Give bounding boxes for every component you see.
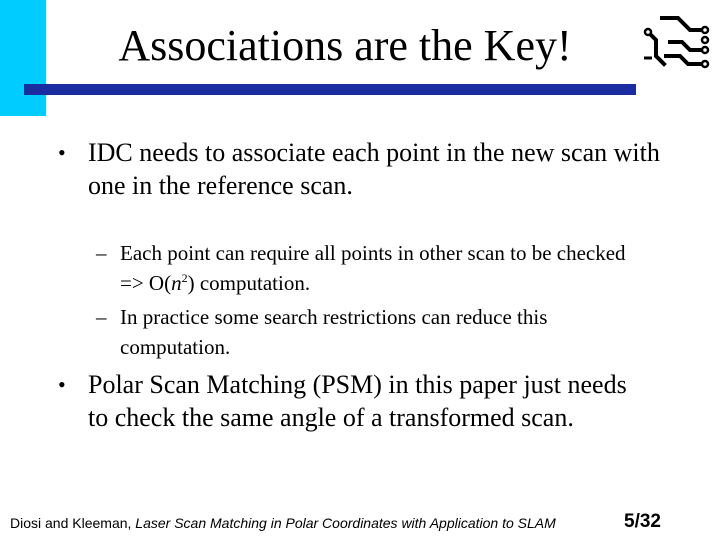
bullet-2 xyxy=(58,368,638,434)
sub-bullet-1-text-start: Each point can require all points in other scan to be checked => O( xyxy=(120,241,626,295)
bullet-1 xyxy=(58,136,668,202)
title-rule xyxy=(24,84,636,95)
bullet-1-text: IDC needs to associate each point in the new scan with one in the reference scan. xyxy=(88,138,660,200)
bullet-2-text: Polar Scan Matching (PSM) in this paper just needs to check the same angle of a transformed scan. xyxy=(88,370,627,432)
complexity-variable: n xyxy=(171,271,182,295)
sub-bullet-2-text: In practice some search restrictions can reduce this computation. xyxy=(120,305,548,359)
bullet-marker: • xyxy=(58,140,66,165)
slide-title: Associations are the Key! xyxy=(118,21,572,70)
footer-citation xyxy=(10,513,556,533)
sub-bullet-marker: – xyxy=(96,241,107,265)
footer-paper-title: Laser Scan Matching in Polar Coordinates with Application to SLAM xyxy=(135,515,556,531)
sub-bullet-1 xyxy=(96,238,640,298)
sub-bullet-2 xyxy=(96,302,640,362)
page-number: 5/32 xyxy=(624,511,661,532)
complexity-exponent: 2 xyxy=(181,271,188,285)
circuit-robot-logo-icon xyxy=(642,12,712,70)
footer-authors: Diosi and Kleeman, xyxy=(10,515,136,531)
sub-bullet-1-text-end: ) computation. xyxy=(187,271,311,295)
sub-bullet-marker: – xyxy=(96,305,107,329)
bullet-marker: • xyxy=(58,372,66,397)
